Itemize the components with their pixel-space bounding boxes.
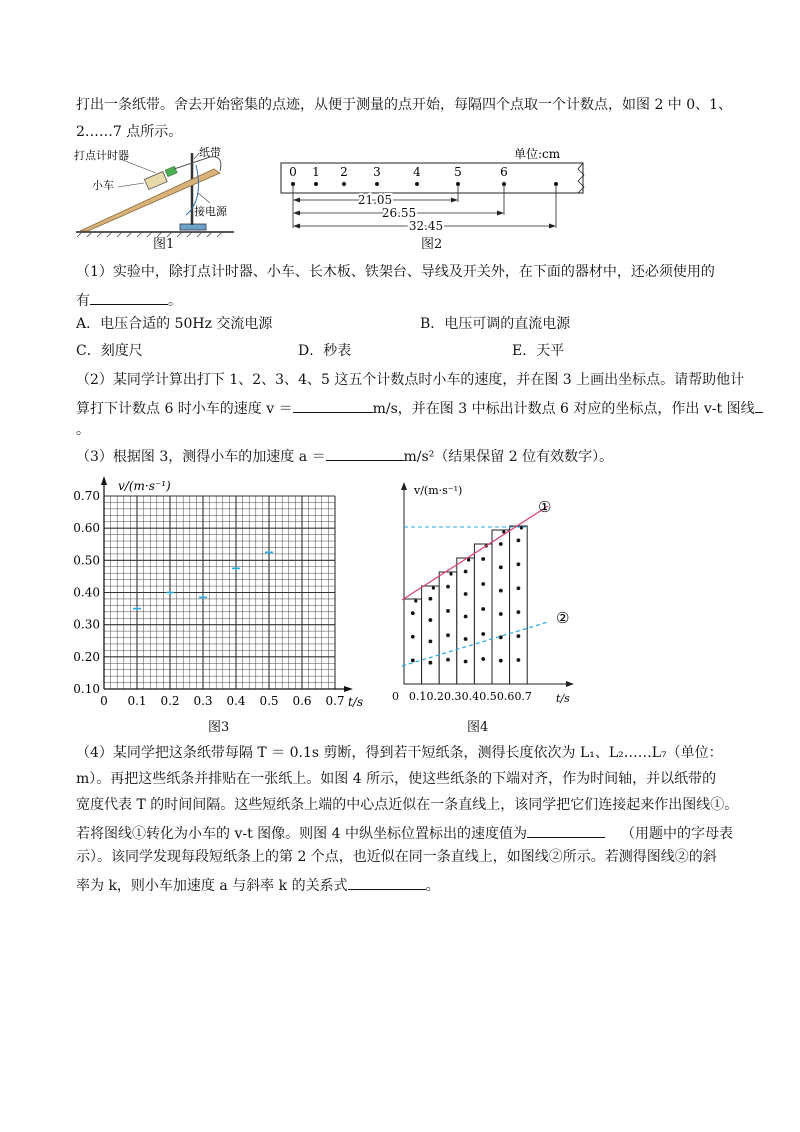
y-tick-label: 0.10 <box>73 682 100 696</box>
q4-line-6 <box>76 873 440 896</box>
strip-dot <box>446 633 450 637</box>
strip-dot <box>464 637 468 641</box>
tape-label-2: 2 <box>340 165 348 179</box>
tape-dot <box>456 182 460 186</box>
q1-prefix: 有 <box>76 293 90 309</box>
distance-label: 26.55 <box>381 206 417 220</box>
tape-label-3: 3 <box>373 165 381 179</box>
strip-dot <box>481 582 485 586</box>
tape-dot <box>502 182 506 186</box>
x-tick-label: 0.5 <box>259 694 279 708</box>
q3-text-a: （3）根据图 3，测得小车的加速度 a ＝ <box>76 449 326 465</box>
tape-label-5: 5 <box>454 165 462 179</box>
label-power: 接电源 <box>194 205 227 218</box>
y-tick-label: 0.20 <box>73 649 100 664</box>
q2-velocity-blank[interactable] <box>293 396 373 413</box>
x-tick-label: 0.4 <box>226 694 246 708</box>
q1-line-1: （1）实验中，除打点计时器、小车、长木板、铁架台、导线及开关外，在下面的器材中，还必须使用的 <box>76 264 715 280</box>
strip-dot <box>499 589 503 593</box>
figure-1-caption: 图1 <box>153 237 175 252</box>
label-timer: 打点计时器 <box>74 149 129 162</box>
fig4-x-tick: 0.6 <box>496 690 515 703</box>
strip-top-dot <box>432 586 435 589</box>
tape-dot <box>342 182 346 186</box>
q4-text-c: 率为 k，则小车加速度 a 与斜率 k 的关系式 <box>76 878 348 894</box>
tape-label-4: 4 <box>413 165 421 179</box>
strip-dot <box>499 542 503 546</box>
strip-top-dot <box>520 526 523 529</box>
strip-dot <box>481 632 485 636</box>
strip-dot <box>464 592 468 596</box>
q4-line-4 <box>76 821 733 844</box>
tape-dot <box>375 182 379 186</box>
q4-relation-blank[interactable] <box>348 873 426 890</box>
x-tick-label: 0 <box>100 694 108 708</box>
strip-dot <box>464 660 468 664</box>
option-c: C．刻度尺 <box>76 343 143 359</box>
strip-dot <box>517 586 521 590</box>
y-tick-label: 0.40 <box>73 585 100 600</box>
tape-label-0: 0 <box>289 165 297 179</box>
strip-dot <box>429 618 433 622</box>
fig4-origin: 0 <box>392 690 399 703</box>
strip-dot <box>411 658 415 662</box>
intro-line-2: 2……7 点所示。 <box>76 124 183 140</box>
x-tick-label: 0.1 <box>127 694 147 708</box>
q3-acceleration-blank[interactable] <box>326 444 404 461</box>
y-tick-label: 0.60 <box>73 521 100 536</box>
strip-dot <box>429 661 433 665</box>
tape-label-6: 6 <box>500 165 508 179</box>
strip-dot <box>464 570 468 574</box>
strip-dot <box>446 609 450 613</box>
fig4-y-label: v/(m·s⁻¹) <box>414 484 463 497</box>
y-axis-label: v/(m·s⁻¹) <box>118 479 171 493</box>
label-tape: 纸带 <box>199 146 221 159</box>
strip-top-dot <box>449 572 452 575</box>
strip-dot <box>429 639 433 643</box>
option-b: B．电压可调的直流电源 <box>420 316 571 332</box>
strip-dot <box>481 607 485 611</box>
strip-dot <box>411 635 415 639</box>
figure-3-chart <box>70 476 370 721</box>
strip-dot <box>499 659 503 663</box>
line-2-label: ② <box>556 609 570 627</box>
line-1-label: ① <box>538 498 552 516</box>
q4-line-1: （4）某同学把这条纸带每隔 T ＝ 0.1s 剪断，得到若干短纸条，测得长度依次为 L₁、L₂……L₇（单位： <box>76 745 723 761</box>
q4-velocity-blank[interactable] <box>527 821 605 838</box>
fig4-x-tick: 0.3 <box>444 690 462 703</box>
fig4-x-tick: 0.5 <box>479 690 497 703</box>
strip-dot <box>446 658 450 662</box>
tape-label-1: 1 <box>312 165 320 179</box>
strip-dot <box>517 538 521 542</box>
strip-dot <box>517 658 521 662</box>
label-cart: 小车 <box>92 179 114 192</box>
intro-line-1: 打出一条纸带。舍去开始密集的点迹，从便于测量的点开始，每隔四个点取一个计数点，如图 2 中 0、1、 <box>76 97 733 113</box>
fig4-x-tick: 0.4 <box>461 690 480 703</box>
paper-strip <box>474 544 492 684</box>
x-tick-label: 0.2 <box>160 694 180 708</box>
option-a: A．电压合适的 50Hz 交流电源 <box>76 316 273 332</box>
q4-line-5: 示）。该同学发现每段短纸条上的第 2 个点，也近似在同一条直线上，如图线②所示。若测得图线②的斜 <box>76 849 717 865</box>
fig4-x-tick: 0.7 <box>514 690 532 703</box>
q3-text-b: m/s²（结果保留 2 位有效数字）。 <box>403 449 614 465</box>
q4-text-a: 若将图线①转化为小车的 v-t 图像。则图 4 中纵坐标位置标出的速度值为 <box>76 826 527 842</box>
q4-line-2: m）。再把这些纸条并排贴在一张纸上。如图 4 所示，使这些纸条的下端对齐，作为时间轴，并以纸带的 <box>76 771 717 787</box>
paper-strip <box>422 586 440 684</box>
q1-suffix: 。 <box>168 293 182 309</box>
strip-dot <box>517 634 521 638</box>
strip-dot <box>499 565 503 569</box>
figure-4-caption: 图4 <box>467 720 489 735</box>
strip-top-dot <box>467 558 470 561</box>
q4-text-d: 。 <box>425 878 440 894</box>
paper-strip <box>457 558 475 684</box>
y-axis-arrow <box>101 476 107 485</box>
q2-line-1: （2）某同学计算出打下 1、2、3、4、5 这五个计数点时小车的速度，并在图 3 上画出坐标点。请帮助他计 <box>76 372 745 388</box>
q2-line-2 <box>76 396 763 419</box>
y-tick-label: 0.70 <box>73 489 100 503</box>
tape-dot <box>415 182 419 186</box>
tape-dot <box>314 182 318 186</box>
x-axis-arrow <box>344 686 353 692</box>
strip-dot <box>411 611 415 615</box>
strip-dot <box>517 562 521 566</box>
q2-graph-blank[interactable] <box>755 396 763 413</box>
figure-3-caption: 图3 <box>208 720 230 735</box>
strip-dot <box>481 557 485 561</box>
figure-4-strips <box>388 478 588 710</box>
unit-label: 单位:cm <box>514 147 561 161</box>
fig4-x-tick: 0.2 <box>426 690 444 703</box>
figure-2-tape <box>278 142 590 234</box>
strip-dot <box>464 615 468 619</box>
distance-label: 32.45 <box>408 219 444 233</box>
option-d: D．秒表 <box>298 343 352 359</box>
x-tick-label: 0.7 <box>325 694 345 708</box>
figure-2-caption: 图2 <box>421 237 443 252</box>
q4-text-b: （用题中的字母表 <box>620 826 733 842</box>
x-axis-label: t/s <box>348 695 364 709</box>
q2-line-3: 。 <box>76 422 90 438</box>
y-tick-label: 0.50 <box>73 553 100 568</box>
q2-text-a: 算打下计数点 6 时小车的速度 v ＝ <box>76 401 293 417</box>
strip-dot <box>446 585 450 589</box>
chart-grid <box>104 496 335 689</box>
q1-line-2 <box>76 288 182 311</box>
q4-line-3: 宽度代表 T 的时间间隔。这些短纸条上端的中心点近似在一条直线上，该同学把它们连接起来作出图线①。 <box>76 797 739 813</box>
strip-top-dot <box>414 599 417 602</box>
tape-dot <box>554 182 558 186</box>
strip-dot <box>499 612 503 616</box>
fig4-x-ticks <box>409 690 532 703</box>
fig4-x-tick: 0.1 <box>408 690 427 703</box>
q1-answer-blank[interactable] <box>90 288 168 305</box>
strip-dot <box>429 597 433 601</box>
distance-label: 21.05 <box>357 193 393 207</box>
tape-dot <box>291 182 295 186</box>
option-e: E．天平 <box>512 343 565 359</box>
q2-text-b: m/s，并在图 3 中标出计数点 6 对应的坐标点，作出 v-t 图线 <box>372 401 755 417</box>
x-tick-label: 0.6 <box>292 694 312 708</box>
fig4-x-label: t/s <box>556 692 570 705</box>
strip-dot <box>481 657 485 661</box>
q3-line <box>76 444 613 467</box>
strip-dot <box>517 610 521 614</box>
y-tick-label: 0.30 <box>73 617 100 632</box>
x-tick-label: 0.3 <box>193 694 213 708</box>
paper-strip <box>439 572 457 684</box>
